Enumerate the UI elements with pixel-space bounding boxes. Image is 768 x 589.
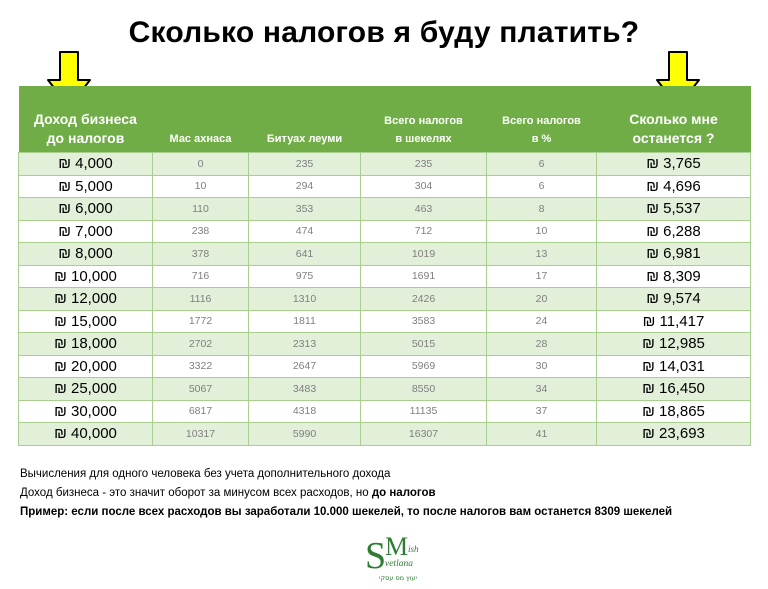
cell-bituah: 2313 bbox=[249, 333, 361, 356]
header-mas: Мас ахнаса bbox=[153, 86, 249, 153]
cell-income: ₪ 15,000 bbox=[19, 310, 153, 333]
cell-total: 712 bbox=[361, 220, 487, 243]
cell-income: ₪ 6,000 bbox=[19, 198, 153, 221]
tax-table bbox=[18, 86, 751, 446]
cell-bituah: 1310 bbox=[249, 288, 361, 311]
table-row bbox=[19, 378, 751, 401]
cell-income: ₪ 40,000 bbox=[19, 423, 153, 446]
header-income: Доход бизнеса до налогов bbox=[19, 86, 153, 153]
table-row bbox=[19, 175, 751, 198]
cell-total: 1019 bbox=[361, 243, 487, 266]
table-row bbox=[19, 423, 751, 446]
cell-remain: ₪ 16,450 bbox=[597, 378, 751, 401]
cell-total: 16307 bbox=[361, 423, 487, 446]
page-title: Сколько налогов я буду платить? bbox=[128, 16, 640, 49]
table-row bbox=[19, 153, 751, 176]
cell-bituah: 294 bbox=[249, 175, 361, 198]
cell-remain: ₪ 23,693 bbox=[597, 423, 751, 446]
cell-mas: 10 bbox=[153, 175, 249, 198]
cell-bituah: 235 bbox=[249, 153, 361, 176]
cell-total: 11135 bbox=[361, 400, 487, 423]
cell-income: ₪ 20,000 bbox=[19, 355, 153, 378]
cell-percent: 6 bbox=[487, 175, 597, 198]
cell-remain: ₪ 3,765 bbox=[597, 153, 751, 176]
notes bbox=[20, 465, 672, 522]
cell-remain: ₪ 18,865 bbox=[597, 400, 751, 423]
cell-percent: 37 bbox=[487, 400, 597, 423]
cell-total: 8550 bbox=[361, 378, 487, 401]
cell-bituah: 3483 bbox=[249, 378, 361, 401]
table-row bbox=[19, 400, 751, 423]
svg-text:S: S bbox=[365, 535, 387, 577]
table-row bbox=[19, 198, 751, 221]
svg-text:M: M bbox=[385, 532, 409, 561]
header-total: Всего налогов в шекелях bbox=[361, 86, 487, 153]
cell-percent: 41 bbox=[487, 423, 597, 446]
cell-remain: ₪ 12,985 bbox=[597, 333, 751, 356]
table-row bbox=[19, 288, 751, 311]
cell-bituah: 474 bbox=[249, 220, 361, 243]
cell-income: ₪ 8,000 bbox=[19, 243, 153, 266]
cell-income: ₪ 7,000 bbox=[19, 220, 153, 243]
cell-total: 235 bbox=[361, 153, 487, 176]
header-remain: Сколько мне останется ? bbox=[597, 86, 751, 153]
cell-income: ₪ 4,000 bbox=[19, 153, 153, 176]
cell-mas: 10317 bbox=[153, 423, 249, 446]
table-row bbox=[19, 355, 751, 378]
note-line-2: Доход бизнеса - это значит оборот за минусом всех расходов, но до налогов bbox=[20, 487, 436, 499]
cell-bituah: 353 bbox=[249, 198, 361, 221]
cell-total: 463 bbox=[361, 198, 487, 221]
cell-mas: 1116 bbox=[153, 288, 249, 311]
cell-percent: 20 bbox=[487, 288, 597, 311]
cell-percent: 6 bbox=[487, 153, 597, 176]
cell-total: 5015 bbox=[361, 333, 487, 356]
cell-income: ₪ 5,000 bbox=[19, 175, 153, 198]
table-row bbox=[19, 265, 751, 288]
cell-percent: 17 bbox=[487, 265, 597, 288]
cell-remain: ₪ 14,031 bbox=[597, 355, 751, 378]
cell-total: 3583 bbox=[361, 310, 487, 333]
cell-total: 5969 bbox=[361, 355, 487, 378]
cell-bituah: 2647 bbox=[249, 355, 361, 378]
svg-text:יעוץ מס עסקי: יעוץ מס עסקי bbox=[379, 574, 417, 582]
cell-mas: 3322 bbox=[153, 355, 249, 378]
cell-income: ₪ 30,000 bbox=[19, 400, 153, 423]
table-row bbox=[19, 220, 751, 243]
table-header-row bbox=[19, 86, 751, 153]
cell-mas: 2702 bbox=[153, 333, 249, 356]
cell-percent: 34 bbox=[487, 378, 597, 401]
cell-remain: ₪ 4,696 bbox=[597, 175, 751, 198]
cell-mas: 378 bbox=[153, 243, 249, 266]
cell-total: 1691 bbox=[361, 265, 487, 288]
cell-remain: ₪ 6,981 bbox=[597, 243, 751, 266]
cell-percent: 28 bbox=[487, 333, 597, 356]
cell-percent: 8 bbox=[487, 198, 597, 221]
cell-bituah: 641 bbox=[249, 243, 361, 266]
cell-bituah: 975 bbox=[249, 265, 361, 288]
cell-total: 304 bbox=[361, 175, 487, 198]
cell-mas: 1772 bbox=[153, 310, 249, 333]
cell-total: 2426 bbox=[361, 288, 487, 311]
header-percent: Всего налогов в % bbox=[487, 86, 597, 153]
cell-income: ₪ 10,000 bbox=[19, 265, 153, 288]
cell-bituah: 1811 bbox=[249, 310, 361, 333]
cell-mas: 110 bbox=[153, 198, 249, 221]
header-bituah: Битуах леуми bbox=[249, 86, 361, 153]
cell-income: ₪ 25,000 bbox=[19, 378, 153, 401]
cell-remain: ₪ 6,288 bbox=[597, 220, 751, 243]
svg-text:ish: ish bbox=[408, 544, 419, 554]
cell-remain: ₪ 9,574 bbox=[597, 288, 751, 311]
cell-bituah: 5990 bbox=[249, 423, 361, 446]
cell-income: ₪ 18,000 bbox=[19, 333, 153, 356]
table-row bbox=[19, 333, 751, 356]
cell-remain: ₪ 11,417 bbox=[597, 310, 751, 333]
cell-mas: 716 bbox=[153, 265, 249, 288]
cell-mas: 238 bbox=[153, 220, 249, 243]
cell-mas: 6817 bbox=[153, 400, 249, 423]
cell-income: ₪ 12,000 bbox=[19, 288, 153, 311]
cell-percent: 13 bbox=[487, 243, 597, 266]
cell-percent: 10 bbox=[487, 220, 597, 243]
cell-remain: ₪ 8,309 bbox=[597, 265, 751, 288]
svg-text:vetlana: vetlana bbox=[385, 559, 413, 569]
cell-remain: ₪ 5,537 bbox=[597, 198, 751, 221]
table-row bbox=[19, 243, 751, 266]
note-line-3: Пример: если после всех расходов вы заработали 10.000 шекелей, то после налогов вам останется 8309 шекелей bbox=[20, 506, 673, 518]
mish-svetlana-logo bbox=[363, 528, 433, 586]
cell-percent: 24 bbox=[487, 310, 597, 333]
cell-mas: 0 bbox=[153, 153, 249, 176]
cell-mas: 5067 bbox=[153, 378, 249, 401]
cell-bituah: 4318 bbox=[249, 400, 361, 423]
note-line-1: Вычисления для одного человека без учета дополнительного дохода bbox=[20, 468, 391, 480]
cell-percent: 30 bbox=[487, 355, 597, 378]
table-row bbox=[19, 310, 751, 333]
